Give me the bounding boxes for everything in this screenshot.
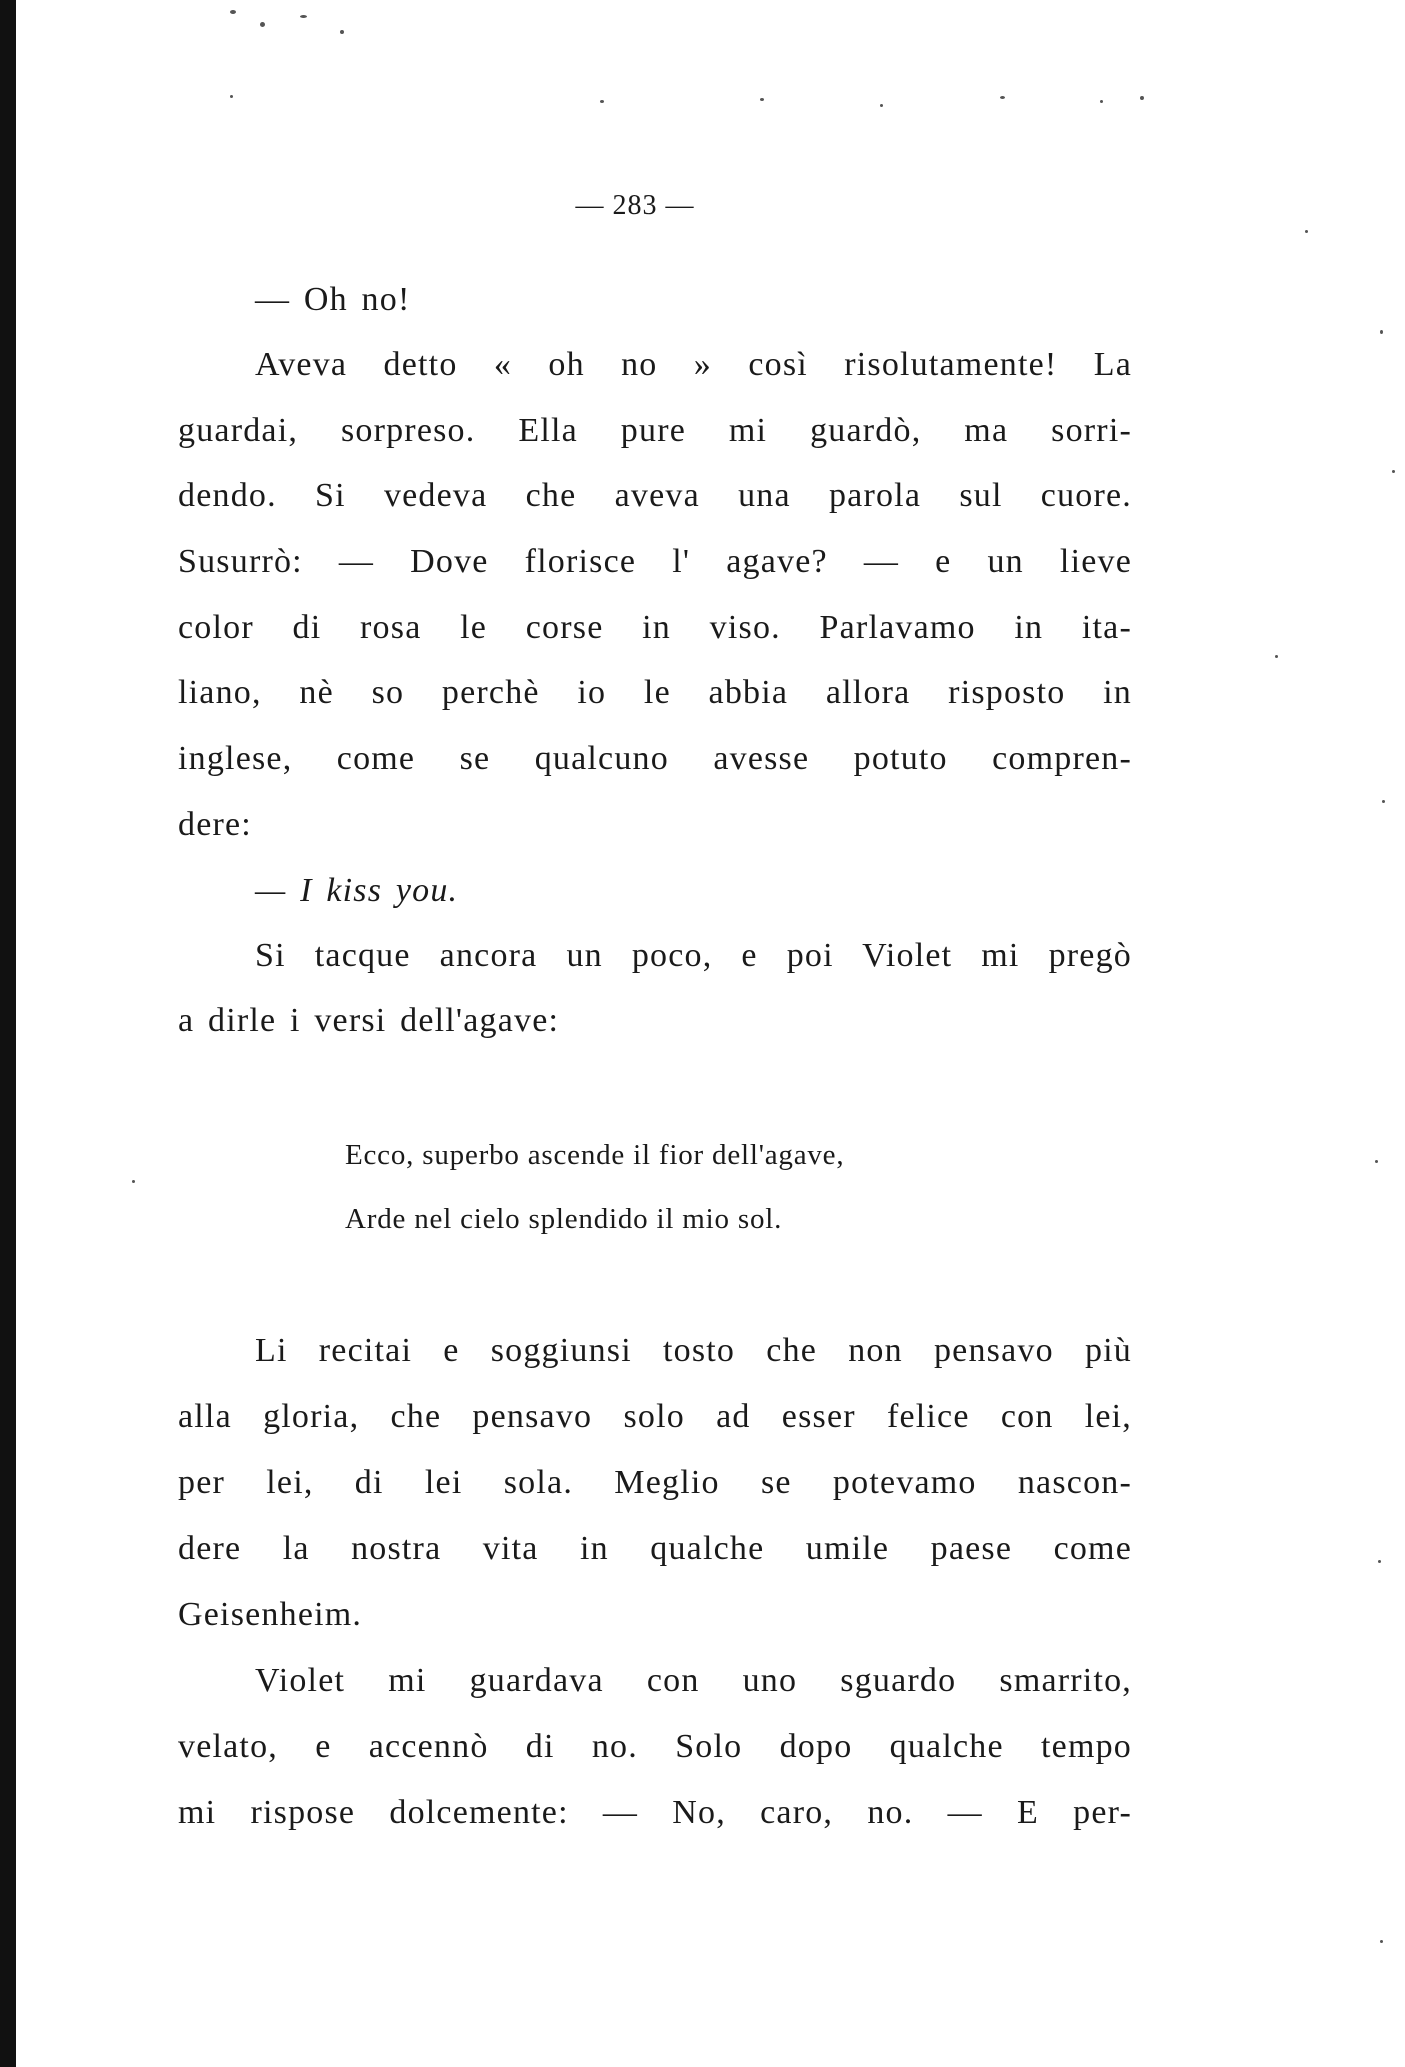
scan-speck <box>760 98 764 101</box>
scan-speck <box>1380 330 1383 334</box>
text-line-4: dendo. Si vedeva che aveva una parola sul cuore. <box>178 477 1132 514</box>
scan-speck <box>1140 96 1144 100</box>
scan-speck <box>132 1180 135 1183</box>
scan-speck <box>340 30 344 34</box>
verse-line-1: Ecco, superbo ascende il fior dell'agave, <box>345 1139 845 1171</box>
text-line-14: alla gloria, che pensavo solo ad esser felice con lei, <box>178 1398 1132 1435</box>
scan-speck <box>1275 655 1278 658</box>
text-line-10: — I kiss you. <box>255 872 459 909</box>
text-line-12: a dirle i versi dell'agave: <box>178 1002 560 1039</box>
scan-speck <box>1378 1560 1381 1563</box>
scan-speck <box>1382 800 1385 803</box>
text-line-19: velato, e accennò di no. Solo dopo qualche tempo <box>178 1728 1132 1765</box>
text-line-20: mi rispose dolcemente: — No, caro, no. — E per- <box>178 1794 1132 1831</box>
text-line-8: inglese, come se qualcuno avesse potuto compren- <box>178 740 1132 777</box>
text-line-1: — Oh no! <box>255 281 411 318</box>
text-line-13: Li recitai e soggiunsi tosto che non pensavo più <box>255 1332 1132 1369</box>
text-line-5: Susurrò: — Dove florisce l' agave? — e un lieve <box>178 543 1132 580</box>
text-line-7: liano, nè so perchè io le abbia allora risposto in <box>178 674 1132 711</box>
scan-speck <box>1375 1160 1378 1163</box>
text-line-16: dere la nostra vita in qualche umile paese come <box>178 1530 1132 1567</box>
scan-speck <box>1392 470 1395 473</box>
text-line-18: Violet mi guardava con uno sguardo smarrito, <box>255 1662 1132 1699</box>
scan-speck <box>600 100 604 103</box>
scan-speck <box>230 95 233 98</box>
text-line-6: color di rosa le corse in viso. Parlavamo in ita- <box>178 609 1132 646</box>
text-line-11: Si tacque ancora un poco, e poi Violet mi pregò <box>255 937 1132 974</box>
scan-speck <box>1305 230 1308 233</box>
scan-speck <box>300 15 307 18</box>
text-line-2: Aveva detto « oh no » così risolutamente! La <box>255 346 1132 383</box>
text-line-3: guardai, sorpreso. Ella pure mi guardò, ma sorri- <box>178 412 1132 449</box>
scan-speck <box>1100 100 1103 103</box>
scan-speck <box>1000 96 1005 99</box>
text-line-15: per lei, di lei sola. Meglio se potevamo nascon- <box>178 1464 1132 1501</box>
text-line-9: dere: <box>178 806 252 843</box>
verse-line-2: Arde nel cielo splendido il mio sol. <box>345 1203 783 1235</box>
scan-speck <box>880 104 883 107</box>
text-line-17: Geisenheim. <box>178 1596 363 1633</box>
scan-speck <box>230 10 236 14</box>
scan-speck <box>1380 1940 1383 1943</box>
scan-speck <box>260 22 265 27</box>
binding-edge <box>0 0 16 2067</box>
page-number: — 283 — <box>575 190 695 221</box>
